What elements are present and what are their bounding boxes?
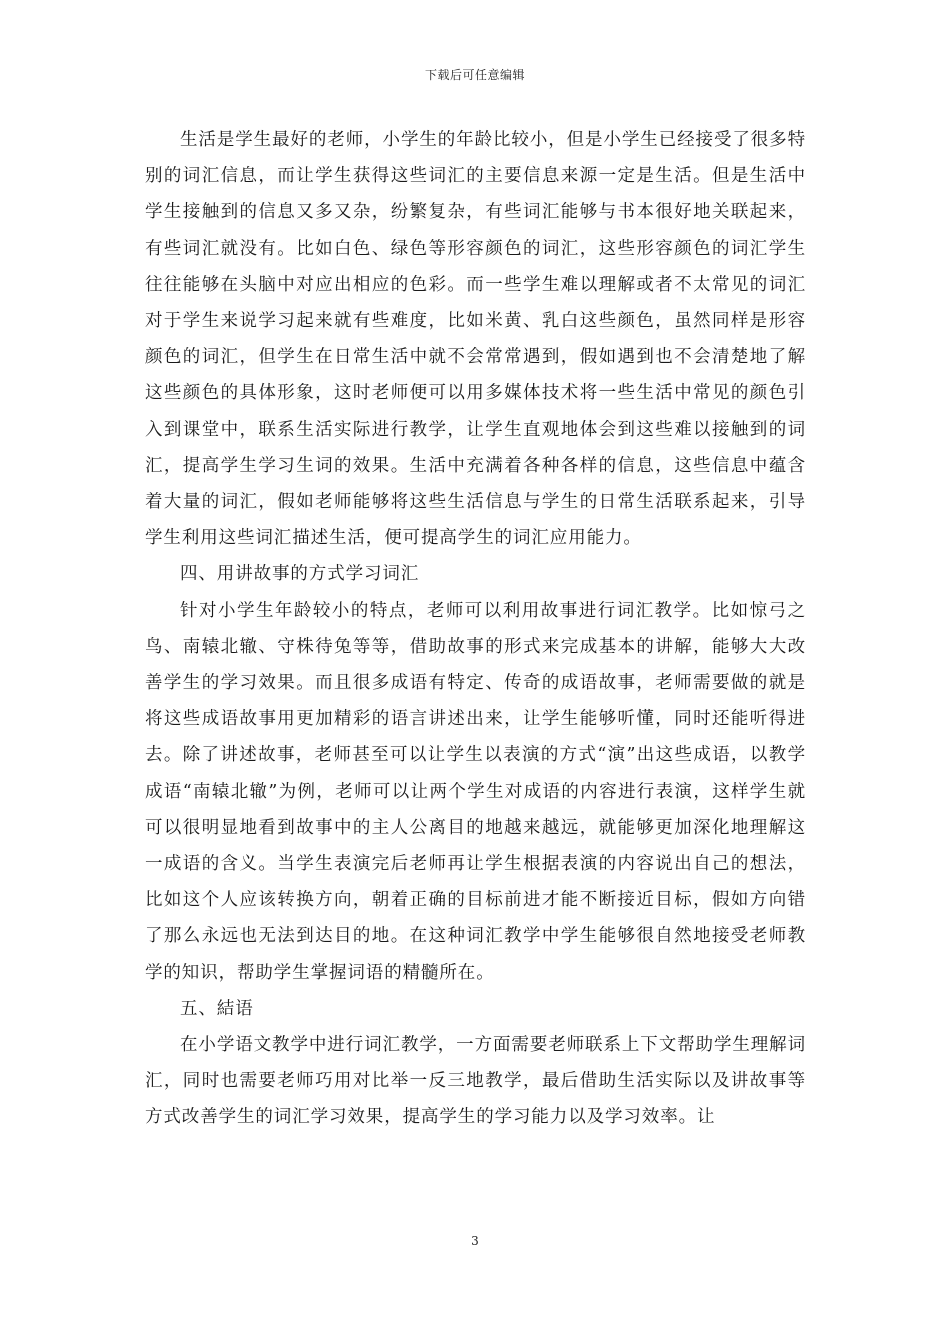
body-paragraph-storytelling: 针对小学生年龄较小的特点，老师可以利用故事进行词汇教学。比如惊弓之鸟、南辕北辙、守株待兔等等，借助故事的形式来完成基本的讲解，能够大大改善学生的学习效果。而且很多成语有特定、传奇的成语故事，老师需要做的就是将这些成语故事用更加精彩的语言讲述出来，让学生能够听懂，同时还能听得进去。除了讲述故事，老师甚至可以让学生以表演的方式“演”出这些成语，以教学成语“南辕北辙”为例，老师可以让两个学生对成语的内容进行表演，这样学生就可以很明显地看到故事中的主人公离目的地越来越远，就能够更加深化地理解这一成语的含义。当学生表演完后老师再让学生根据表演的内容说出自己的想法，比如这个人应该转换方向，朝着正确的目标前进才能不断接近目标，假如方向错了那么永远也无法到达目的地。在这种词汇教学中学生能够很自然地接受老师教学的知识，帮助学生掌握词语的精髓所在。 — [145, 600, 806, 983]
body-paragraph-conclusion: 在小学语文教学中进行词汇教学，一方面需要老师联系上下文帮助学生理解词汇，同时也需要老师巧用对比举一反三地教学，最后借助生活实际以及讲故事等方式改善学生的词汇学习效果，提高学生的学习能力以及学习效率。让 — [145, 1035, 806, 1128]
body-paragraph-life-vocabulary: 生活是学生最好的老师，小学生的年龄比较小，但是小学生已经接受了很多特别的词汇信息，而让学生获得这些词汇的主要信息来源一定是生活。但是生活中学生接触到的信息又多又杂，纷繁复杂，有些词汇能够与书本很好地关联起来，有些词汇就没有。比如白色、绿色等形容颜色的词汇，这些形容颜色的词汇学生往往能够在头脑中对应出相应的色彩。而一些学生难以理解或者不太常见的词汇对于学生来说学习起来就有些难度，比如米黄、乳白这些颜色，虽然同样是形容颜色的词汇，但学生在日常生活中就不会常常遇到，假如遇到也不会清楚地了解这些颜色的具体形象，这时老师便可以用多媒体技术将一些生活中常见的颜色引入到课堂中，联系生活实际进行教学，让学生直观地体会到这些难以接触到的词汇，提高学生学习生词的效果。生活中充满着各种各样的信息，这些信息中蕴含着大量的词汇，假如老师能够将这些生活信息与学生的日常生活联系起来，引导学生利用这些词汇描述生活，便可提高学生的词汇应用能力。 — [145, 130, 806, 549]
page-header-note: 下载后可任意编辑 — [424, 68, 525, 82]
section-heading-conclusion: 五、結语 — [180, 998, 254, 1019]
section-heading-storytelling: 四、用讲故事的方式学习词汇 — [180, 564, 420, 585]
page-number: 3 — [471, 1234, 479, 1248]
document-body — [145, 122, 806, 1136]
